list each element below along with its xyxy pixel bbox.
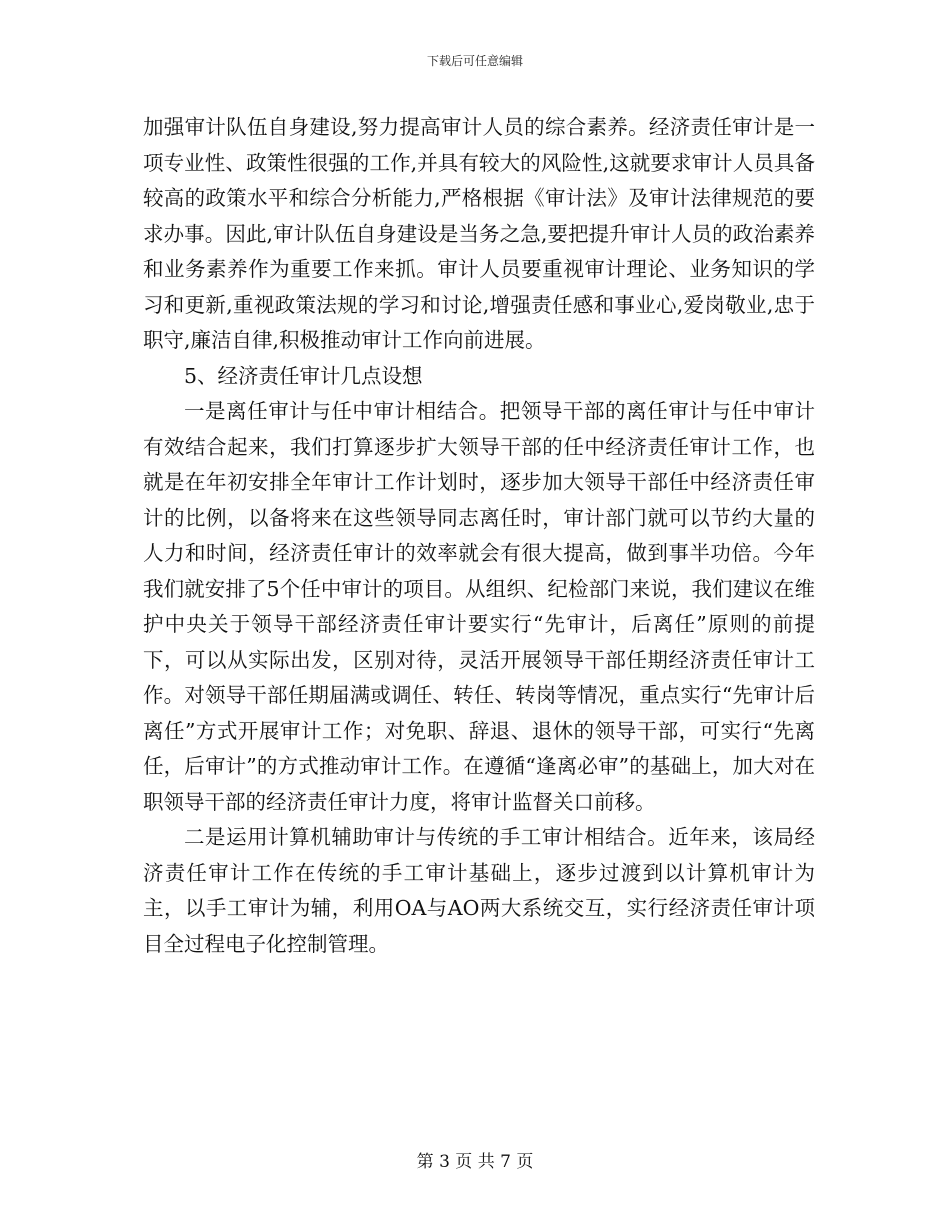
paragraph-second-proposal: 二是运用计算机辅助审计与传统的手工审计相结合。近年来，该局经济责任审计工作在传统的手工审计基础上，逐步过渡到以计算机审计为主，以手工审计为辅，利用OA与AO两大系统交互，实行经济责任审计项目全过程电子化控制管理。 xyxy=(143,825,815,956)
section-heading: 5、经济责任审计几点设想 xyxy=(184,363,423,388)
paragraph-team-building: 加强审计队伍自身建设,努力提高审计人员的综合素养。经济责任审计是一项专业性、政策性很强的工作,并具有较大的风险性,这就要求审计人员具备较高的政策水平和综合分析能力,严格根据《审计法》及审计法律规范的要求办事。因此,审计队伍自身建设是当务之急,要把提升审计人员的政治素养和业务素养作为重要工作来抓。审计人员要重视审计理论、业务知识的学习和更新,重视政策法规的学习和讨论,增强责任感和事业心,爱岗敬业,忠于职守,廉洁自律,积极推动审计工作向前进展。 xyxy=(143,115,815,352)
page-header: 下载后可任意编辑 xyxy=(426,54,523,68)
document-body xyxy=(143,110,815,962)
page-number-footer: 第 3 页 共 7 页 xyxy=(416,1152,534,1172)
paragraph-first-proposal: 一是离任审计与任中审计相结合。把领导干部的离任审计与任中审计有效结合起来，我们打算逐步扩大领导干部的任中经济责任审计工作，也就是在年初安排全年审计工作计划时，逐步加大领导干部任中经济责任审计的比例，以备将来在这些领导同志离任时，审计部门就可以节约大量的人力和时间，经济责任审计的效率就会有很大提高，做到事半功倍。今年我们就安排了5个任中审计的项目。从组织、纪检部门来说，我们建议在维护中央关于领导干部经济责任审计要实行“先审计，后离任”原则的前提下，可以从实际出发，区别对待，灵活开展领导干部任期经济责任审计工作。对领导干部任期届满或调任、转任、转岗等情况，重点实行“先审计后离任”方式开展审计工作；对免职、辞退、退休的领导干部，可实行“先离任，后审计”的方式推动审计工作。在遵循“逢离必审”的基础上，加大对在职领导干部的经济责任审计力度，将审计监督关口前移。 xyxy=(143,399,815,814)
